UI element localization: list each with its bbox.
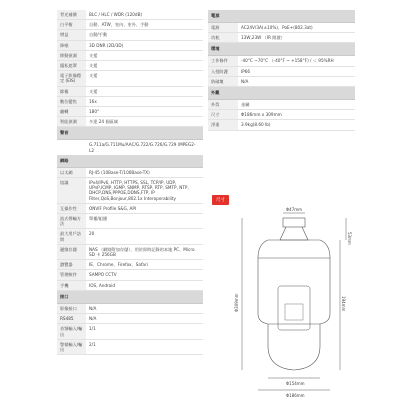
left-spec-column <box>57 10 203 355</box>
mount-cap-outline <box>283 218 305 227</box>
spec-label: 手機 <box>57 281 86 290</box>
spec-value: N/A <box>241 78 249 84</box>
spec-value: 20 <box>89 231 95 237</box>
spec-label: 淨重 <box>208 120 238 129</box>
spec-row <box>57 229 203 244</box>
section-ports: 接口 <box>57 291 203 304</box>
spec-row <box>57 30 203 40</box>
spec-label: 電子影像穩定 (EIS) <box>57 71 86 85</box>
spec-row <box>208 110 355 120</box>
spec-value: 180° <box>89 109 100 115</box>
spec-row <box>57 10 203 20</box>
spec-value: IE、Chrome、Firefox、Safari <box>89 262 148 268</box>
spec-value: -40°C ~70°C （-40°F ~ +158°F) / ＜ 95%RH <box>241 58 334 64</box>
dome-width-label: Φ154mm <box>286 381 305 386</box>
exterior-spec-rows <box>208 100 355 131</box>
spec-row <box>57 168 203 178</box>
spec-value: IP66 <box>241 68 251 74</box>
spec-label: 功耗 <box>208 33 238 42</box>
spec-row <box>57 107 203 117</box>
spec-value: 單播/組播 <box>89 216 108 222</box>
spec-value: IOS, Android <box>89 282 116 288</box>
spec-value: 16x <box>89 98 97 104</box>
spec-row <box>208 33 355 43</box>
spec-label: 警報輸入/輸出 <box>57 340 86 354</box>
section-network: 網路 <box>57 155 203 168</box>
spec-row <box>57 245 203 260</box>
spec-row <box>57 340 203 355</box>
spec-row <box>57 324 203 339</box>
section-audio: 聲音 <box>57 127 203 140</box>
spec-row <box>57 20 203 30</box>
spec-label: 移動偵測 <box>57 51 86 60</box>
spec-value: 3D DNR (2D/3D) <box>89 42 124 48</box>
dimension-tag: 尺寸 <box>212 195 229 205</box>
spec-row <box>57 314 203 324</box>
right-top-dimension-label: 53mm <box>347 232 352 245</box>
spec-label: 管理軟件 <box>57 270 86 279</box>
spec-value: BLC / HLC / WDR (120dB) <box>89 12 143 17</box>
spec-row <box>57 71 203 86</box>
section-exterior: 外觀 <box>208 87 355 100</box>
spec-row <box>57 270 203 280</box>
spec-value: 2/1 <box>89 341 96 347</box>
spec-row <box>57 117 203 127</box>
spec-row <box>208 23 355 33</box>
spec-label: 白平衡 <box>57 20 86 29</box>
spec-label: 電源 <box>208 23 238 32</box>
spec-label: 互操作性 <box>57 204 86 213</box>
spec-label: 隱私遮罩 <box>57 61 86 70</box>
spec-row <box>57 260 203 270</box>
spec-label: RS485 <box>57 314 86 323</box>
spec-row <box>57 178 203 204</box>
power-spec-rows <box>208 23 355 43</box>
spec-row <box>208 77 355 87</box>
top-width-label: Φ47mm <box>286 207 303 212</box>
spec-value: 多達 24 個區域 <box>89 119 118 125</box>
spec-label: 防破壞 <box>208 77 238 86</box>
environment-spec-rows <box>208 56 355 87</box>
spec-value: N/A <box>89 316 97 322</box>
spec-row <box>57 41 203 51</box>
section-environment: 環境 <box>208 43 355 56</box>
spec-row <box>57 214 203 229</box>
spec-value: 1/1 <box>89 326 96 332</box>
spec-label: 翻轉 <box>57 107 86 116</box>
spec-row <box>208 56 355 66</box>
spec-value: 13W,23W （IR 開啟） <box>241 35 285 41</box>
spec-label: 入侵防護 <box>208 67 238 76</box>
spec-value: 支援 <box>89 63 98 69</box>
spec-value: SAMPO CCTV <box>89 272 117 278</box>
spec-label: 影像接口 <box>57 304 86 313</box>
spec-row <box>208 120 355 130</box>
spec-label: 降噪 <box>57 41 86 50</box>
spec-row <box>57 204 203 214</box>
spec-value: 自動、ATW、室內、室外、手動 <box>89 22 149 28</box>
right-spec-column <box>208 10 355 131</box>
spec-value: N/A <box>89 305 97 311</box>
spec-label: 邊緣存儲 <box>57 245 86 259</box>
spec-value: 自動/手動 <box>89 32 108 38</box>
spec-value: AC24V/3A(±10%)、PoE+(802.3at) <box>241 25 313 30</box>
lens-outline <box>285 304 303 320</box>
spec-row <box>208 100 355 110</box>
spec-label: 流式傳輸方法 <box>57 214 86 228</box>
spec-value: ONVIF Profile S&G, API <box>89 205 137 211</box>
camera-dimension-drawing <box>228 196 363 406</box>
spec-label: 數位變焦 <box>57 97 86 106</box>
spec-label: 瀏覽器 <box>57 260 86 269</box>
base-width-label: Φ186mm <box>286 393 305 398</box>
camera-spec-rows <box>57 10 203 127</box>
spec-value: NAS （網路附加存儲）、用於即時記錄的本地 PC、Micro SD 卡 256GB <box>89 246 195 258</box>
spec-row <box>57 87 203 97</box>
total-height-label: Φ309mm <box>234 293 239 312</box>
housing-outline <box>258 240 330 324</box>
spec-value: 支援 <box>89 73 98 79</box>
spec-value: Φ186mm x 309mm <box>241 112 282 118</box>
spec-label: 增益 <box>57 30 86 39</box>
spec-row <box>57 281 203 291</box>
spec-label: 尺寸 <box>208 110 238 119</box>
lens-window-outline <box>278 286 310 330</box>
spec-label: 工作條件 <box>208 56 238 65</box>
spec-label: 外殼 <box>208 100 238 109</box>
dome-outline <box>268 324 320 370</box>
mount-neck-outline <box>280 227 308 240</box>
spec-value: 金屬 <box>241 102 250 108</box>
spec-label: 智能偵測 <box>57 117 86 126</box>
port-spec-rows <box>57 304 203 355</box>
spec-label: 背光補償 <box>57 10 86 19</box>
audio-codecs: G.711a/G.711Mu/AAC/G.722/G.726/G.729 /MPEG2-L2 <box>89 142 196 153</box>
spec-label: 以太網 <box>57 168 86 177</box>
spec-label: 最大用戶訪問 <box>57 229 86 243</box>
right-mid-dimension-label: 194mm <box>341 296 346 312</box>
spec-row <box>57 97 203 107</box>
spec-row <box>208 67 355 77</box>
spec-label: 協議 <box>57 178 86 203</box>
spec-row <box>57 51 203 61</box>
spec-label: 音頻輸入/輸出 <box>57 324 86 338</box>
spec-value: RJ-45 (10Base-T/100Base-TX) <box>89 169 150 175</box>
spec-value: 支援 <box>89 52 98 58</box>
spec-value: 3.9kg(8.60 lb) <box>241 122 271 128</box>
network-spec-rows <box>57 168 203 291</box>
spec-value: 支援 <box>89 88 98 94</box>
spec-row <box>57 304 203 314</box>
spec-label: 除霧 <box>57 87 86 96</box>
audio-row <box>57 140 203 154</box>
spec-row <box>57 61 203 71</box>
spec-value: IPv4/IPv6, HTTP, HTTPS, SSL, TCP/IP, UDP, UPnP,ICMP, IGMP, SNMP, RTSP, RTP, SMTP, NTP, DHCP,DNS,PPPOE,DDNS,FTP, IP Filter,QoS,Bonjour,802.1x Interoperability <box>89 180 189 201</box>
section-power: 電源 <box>208 10 355 23</box>
